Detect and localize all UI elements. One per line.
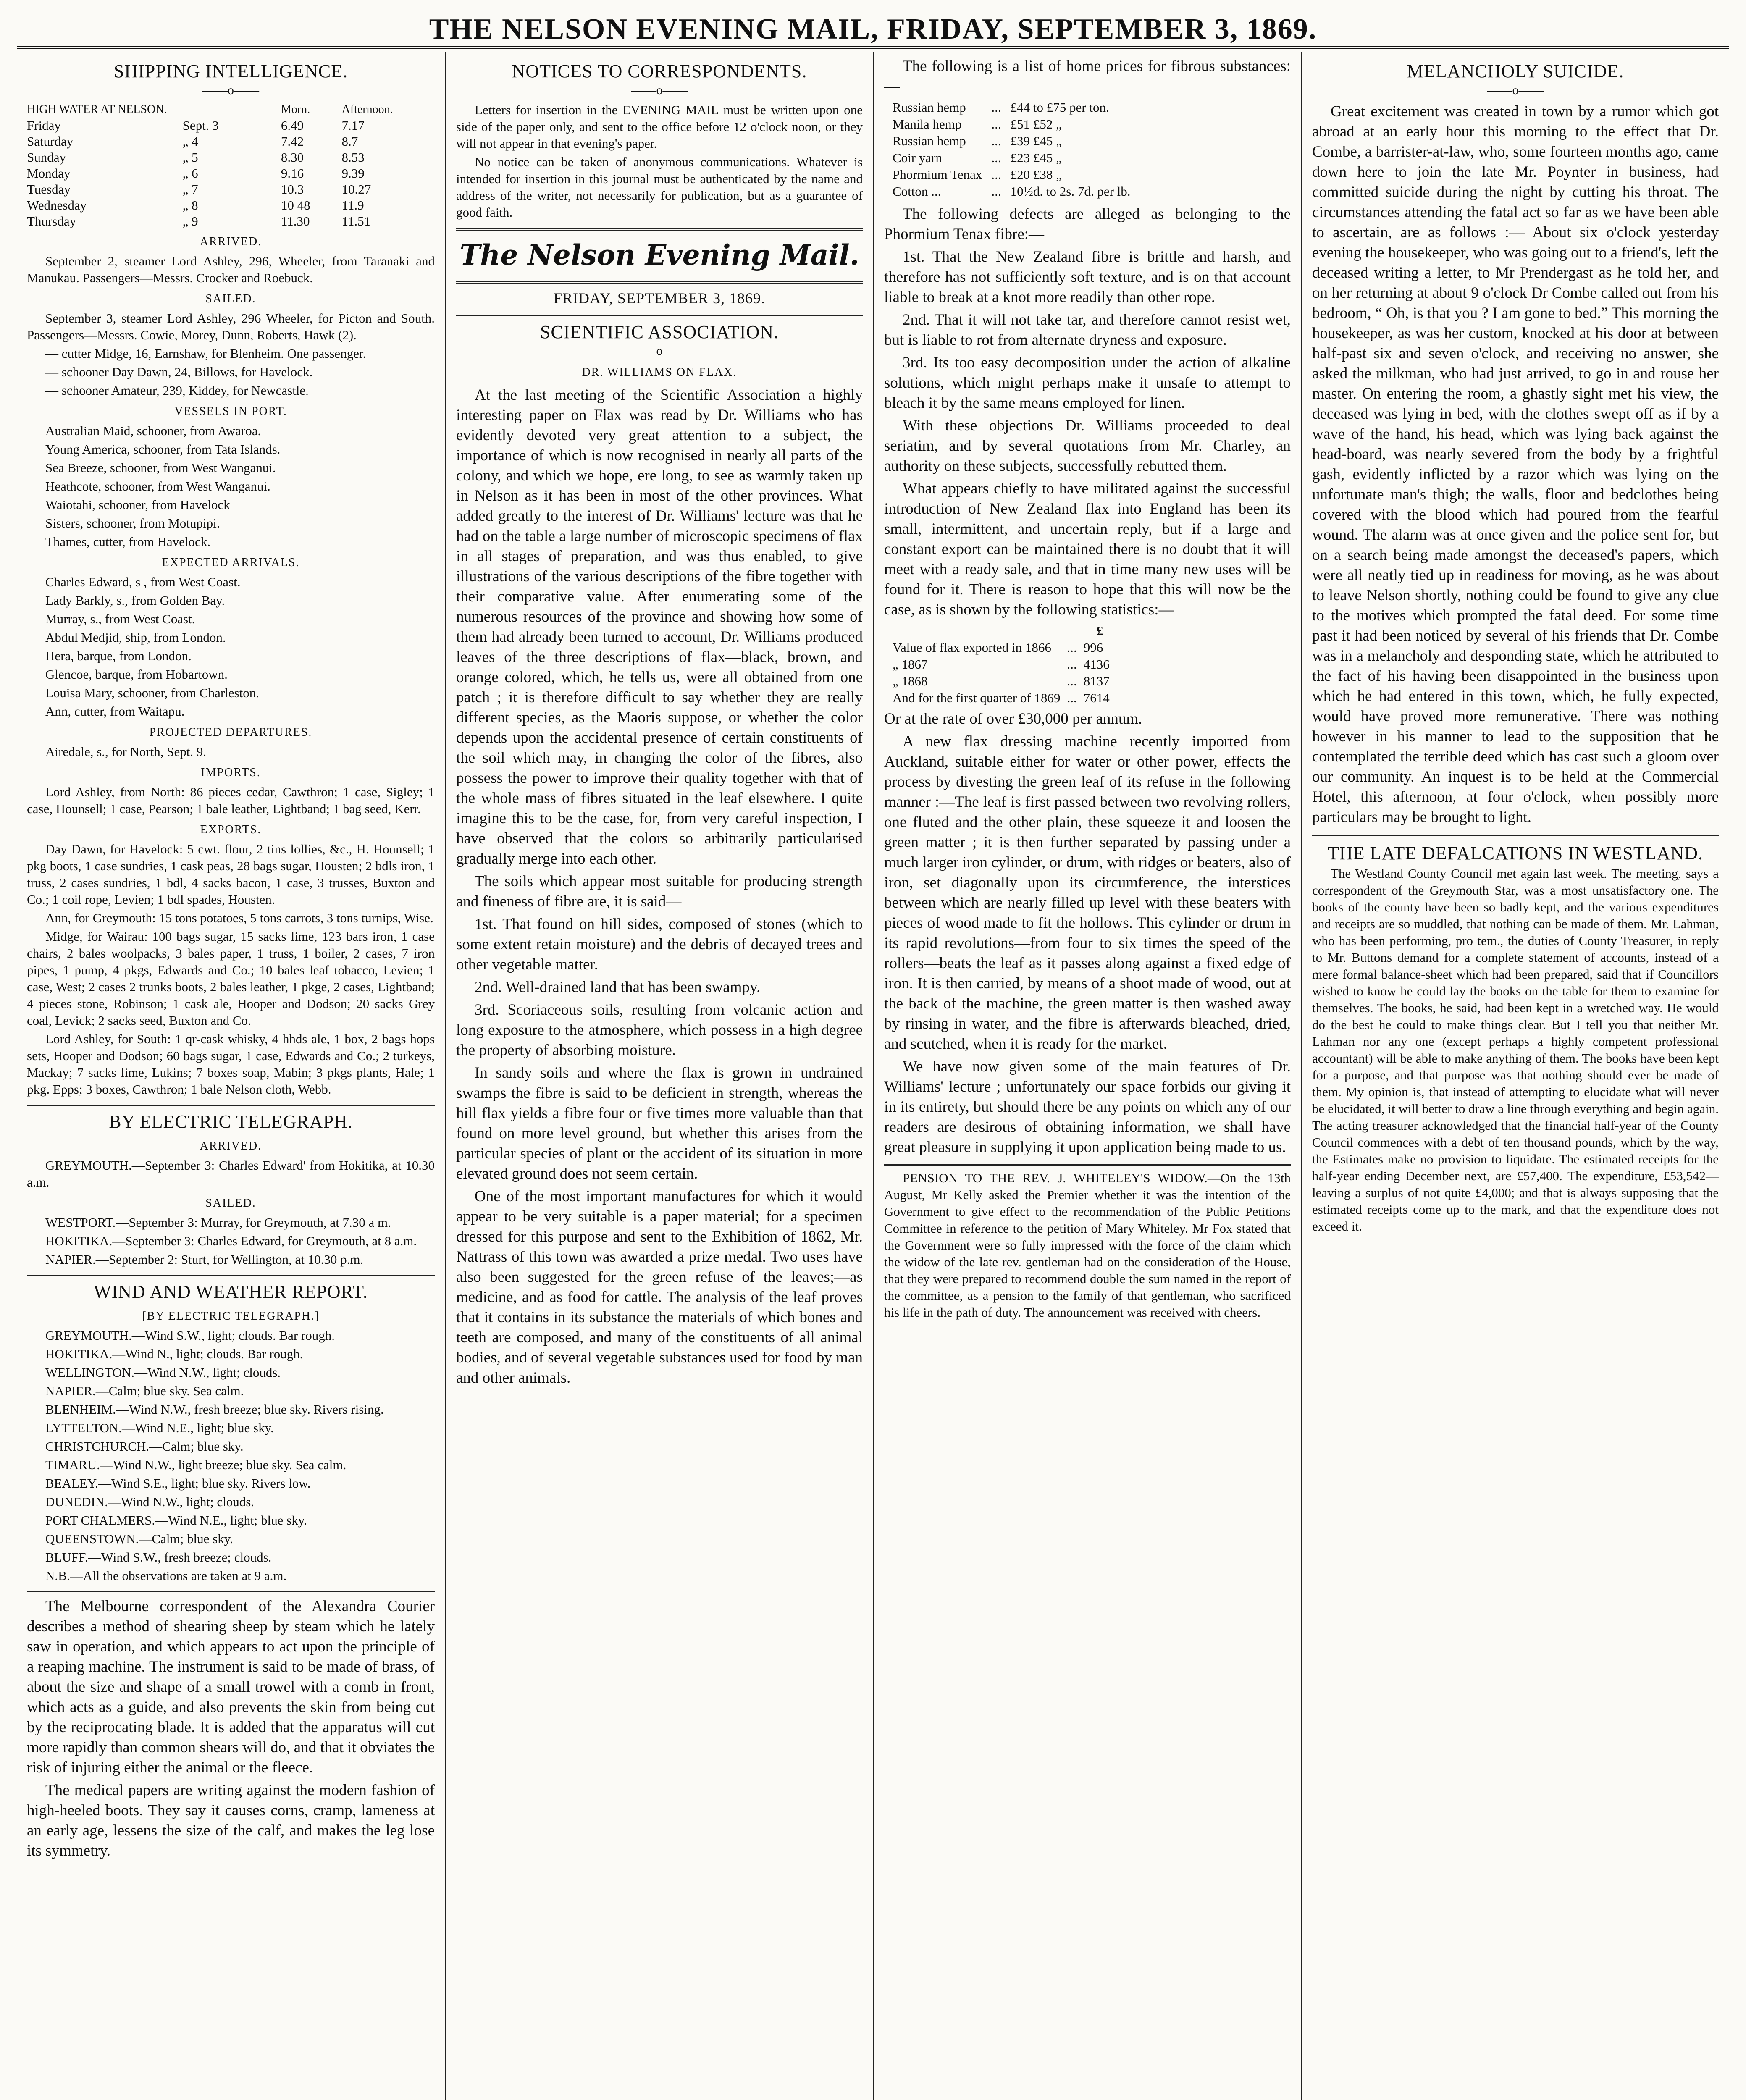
weather-item: PORT CHALMERS.—Wind N.E., light; blue sky. bbox=[45, 1513, 307, 1528]
tide-row-cell: Sept. 3 bbox=[182, 118, 219, 133]
scientific-paragraph: 3rd. Scoriaceous soils, resulting from volcanic action and long exposure to the atmosphere, which possess in a high degree the property of absorbing moisture. bbox=[456, 1001, 863, 1059]
weather-item: QUEENSTOWN.—Calm; blue sky. bbox=[45, 1531, 233, 1546]
telegraph-sailed-item: WESTPORT.—September 3: Murray, for Greymouth, at 7.30 a m. bbox=[45, 1215, 391, 1230]
expected-heading: EXPECTED ARRIVALS. bbox=[162, 556, 300, 569]
price-row-cell: £39 £45 „ bbox=[1010, 134, 1062, 148]
weather-item: TIMARU.—Wind N.W., light breeze; blue sky. Sea calm. bbox=[45, 1457, 347, 1472]
expected-item: Charles Edward, s , from West Coast. bbox=[45, 575, 241, 589]
expected-item: Glencoe, barque, from Hobartown. bbox=[45, 667, 228, 682]
stats-unit: £ bbox=[1096, 623, 1103, 638]
flax-export-rows bbox=[893, 639, 1116, 706]
weather-note: N.B.—All the observations are taken at 9 a.m. bbox=[45, 1568, 287, 1583]
weather-item: LYTTELTON.—Wind N.E., light; blue sky. bbox=[45, 1420, 274, 1435]
issue-date: FRIDAY, SEPTEMBER 3, 1869. bbox=[553, 290, 766, 307]
tide-row-cell: „ 9 bbox=[182, 214, 198, 228]
flax-paragraph: With these objections Dr. Williams proceeded to deal seriatim, and by several quotations from Mr. Charley, an authority on these subjects, successfully rebutted them. bbox=[884, 417, 1291, 475]
exports-heading: EXPORTS. bbox=[200, 823, 262, 836]
export-item: Ann, for Greymouth: 15 tons potatoes, 5 tons carrots, 3 tons turnips, Wise. bbox=[45, 911, 433, 925]
scientific-body bbox=[456, 385, 863, 1388]
flax-paragraph: A new flax dressing machine recently imported from Auckland, suitable either for water or other power, effects the process by divesting the green leaf of its refuse in the following manner :—The leaf is first passed between two revolving rollers, one fluted and the other plain, these squeeze it and loosen the green matter ; it is then further separated by passing under a much larger iron cylinder, or drum, with ridges or beaters, also of iron, set diagonally upon its circumference, the interstices between which are nearly filled up level with these beaters with pieces of wood made to fit the hollows. This cylinder or drum in its rapid revolutions—from four to six times the speed of the rollers—beats the leaf as it passes along against a fixed edge of iron. It is then carried, by means of a shoot made of wood, out at the back of the machine, the green matter is then washed away by rinsing in water, and the fibre is afterwards bleached, dried, and scutched, when it is ready for the market. bbox=[884, 733, 1291, 1053]
export-item: Day Dawn, for Havelock: 5 cwt. flour, 2 tins lollies, &c., H. Hounsell; 1 pkg boots, 1 case sundries, 1 cask peas, 28 bags sugar, Housten; 2 bdls iron, 1 truss, 2 cases sundries, 1 bdl, 4 sacks bacon, 1 case, 3 trusses, Buxton and Co.; 1 coil rope, Levien; 1 bdl spades, Housten. bbox=[27, 842, 435, 907]
arrived-heading: ARRIVED. bbox=[200, 235, 262, 248]
port-item: Thames, cutter, from Havelock. bbox=[45, 534, 210, 549]
tide-row-cell: 11.51 bbox=[341, 214, 371, 228]
telegraph-sailed-list bbox=[27, 1214, 435, 1268]
tide-row-cell: Monday bbox=[27, 166, 71, 181]
nameplate: The Nelson Evening Mail. bbox=[459, 239, 859, 271]
divider bbox=[1312, 835, 1719, 837]
weather-heading: WIND AND WEATHER REPORT. bbox=[94, 1281, 368, 1302]
notices-heading: NOTICES TO CORRESPONDENTS. bbox=[512, 61, 807, 81]
suicide-body bbox=[1312, 102, 1719, 827]
column-2 bbox=[445, 52, 873, 2100]
shearing-article bbox=[27, 1596, 435, 1861]
notices-body bbox=[456, 102, 863, 221]
pension-text: PENSION TO THE REV. J. WHITELEY'S WIDOW.—On the 13th August, Mr Kelly asked the Premier whether it was the intention of the Government to give effect to the recommendation of the Public Petitions Committee in reference to the petition of Mary Whiteley. Mr Fox stated that the Government were so fully impressed with the force of the claim which the widow of the late rev. gentleman had on the consideration of the House, that they were prepared to recommend double the sum named in the report of the committee, as a pension to the family of that gentleman, who sacrificed his life in the path of duty. The announcement was received with cheers. bbox=[884, 1171, 1291, 1320]
tide-table bbox=[27, 102, 435, 229]
telegraph-body bbox=[27, 1138, 435, 1268]
flax-machine bbox=[884, 732, 1291, 1158]
price-row bbox=[893, 150, 1140, 166]
port-heading: VESSELS IN PORT. bbox=[174, 405, 287, 418]
telegraph-sailed-item: NAPIER.—September 2: Sturt, for Wellington, at 10.30 p.m. bbox=[45, 1252, 364, 1267]
tide-row-cell: „ 5 bbox=[182, 150, 198, 165]
divider bbox=[456, 281, 863, 284]
weather-item: CHRISTCHURCH.—Calm; blue sky. bbox=[45, 1439, 244, 1454]
tide-row-cell: Saturday bbox=[27, 134, 74, 149]
export-item: Lord Ashley, for South: 1 qr-cask whisky, 4 hhds ale, 1 box, 2 bags hops sets, Hooper and Dodson; 60 bags sugar, 1 case, Edwards and Co.; 2 turkeys, Mackay; 7 sacks lime, Lukins; 7 boxes soap, Mabin; 3 pkgs plants, Hale; 1 pkg. Epps; 3 boxes, Cawthron; 1 bale Nelson cloth, Webb. bbox=[27, 1032, 435, 1097]
expected-item: Lady Barkly, s., from Golden Bay. bbox=[45, 593, 225, 608]
telegraph-sailed-heading: SAILED. bbox=[205, 1197, 256, 1210]
flax-export-row-cell: Value of flax exported in 1866 bbox=[893, 640, 1051, 655]
suicide-heading: MELANCHOLY SUICIDE. bbox=[1407, 61, 1624, 81]
tide-row-cell: Sunday bbox=[27, 150, 66, 165]
prices-rows bbox=[893, 99, 1140, 200]
price-row-cell: Cotton ... bbox=[893, 184, 941, 199]
divider bbox=[884, 1164, 1291, 1166]
flax-export-row-cell: „ 1868 bbox=[893, 674, 928, 688]
price-row-cell: Russian hemp bbox=[893, 134, 966, 148]
tide-rows bbox=[27, 118, 435, 229]
flax-export-row-cell: ... bbox=[1067, 674, 1077, 688]
price-row-cell: £20 £38 „ bbox=[1010, 167, 1062, 182]
scientific-paragraph: In sandy soils and where the flax is grown in undrained swamps the fibre is said to be deficient in strength, whereas the hill flax yields a fibre four or five times more valuable than that found on more level ground, but whether this arises from the particular species of plant or the accident of its situation in more elevated ground does not seem certain. bbox=[456, 1064, 863, 1182]
tide-row-cell: 10.3 bbox=[281, 182, 304, 197]
tide-row-cell: 7.17 bbox=[341, 118, 365, 133]
tide-row-cell: 9.39 bbox=[341, 166, 365, 181]
prices-table bbox=[893, 99, 1140, 200]
masthead bbox=[17, 10, 1729, 49]
flax-export-row-cell: ... bbox=[1067, 657, 1077, 672]
notice-paragraph: Letters for insertion in the EVENING MAIL must be written upon one side of the paper only, and sent to the office before 12 o'clock noon, or they will not appear in that evening's paper. bbox=[456, 102, 863, 151]
masthead-title: THE NELSON EVENING MAIL, FRIDAY, SEPTEMBER 3, 1869. bbox=[429, 13, 1317, 45]
defalcations-heading: THE LATE DEFALCATIONS IN WESTLAND. bbox=[1328, 843, 1703, 864]
sailed-heading: SAILED. bbox=[205, 292, 256, 305]
tide-row-cell: 8.53 bbox=[341, 150, 365, 165]
tide-row bbox=[27, 181, 435, 197]
stats-rate: Or at the rate of over £30,000 per annum. bbox=[884, 710, 1142, 727]
ornament: ——o—— bbox=[1487, 83, 1544, 97]
tide-row bbox=[27, 134, 435, 150]
flax-paragraph: What appears chiefly to have militated against the successful introduction of New Zealand flax into England has been its small, intermittent, and uncertain reply, but if a large and constant export can be maintained there is no doubt that it will meet with a ready sale, and that in time many new uses will be found for it. There is reason to hope that this will now be the case, as is shown by the following statistics:— bbox=[884, 480, 1291, 618]
prices-intro: The following is a list of home prices for fibrous substances:— bbox=[884, 58, 1291, 95]
tide-row-cell: „ 8 bbox=[182, 198, 198, 213]
tide-row-cell: 11.30 bbox=[281, 214, 310, 228]
port-item: Sisters, schooner, from Motupipi. bbox=[45, 516, 220, 530]
flax-export-row bbox=[893, 656, 1116, 673]
arrived-text: September 2, steamer Lord Ashley, 296, Wheeler, from Taranaki and Manukau. Passengers—Messrs. Crocker and Roebuck. bbox=[27, 254, 435, 285]
imports-heading: IMPORTS. bbox=[201, 766, 261, 779]
price-row-cell: Manila hemp bbox=[893, 117, 962, 131]
flax-paragraph: The following defects are alleged as belonging to the Phormium Tenax fibre:— bbox=[884, 205, 1291, 243]
price-row-cell: 10½d. to 2s. 7d. per lb. bbox=[1010, 184, 1131, 199]
weather-subheading: [BY ELECTRIC TELEGRAPH.] bbox=[142, 1310, 320, 1323]
tide-row-cell: „ 6 bbox=[182, 166, 198, 181]
tide-row-cell: 8.30 bbox=[281, 150, 304, 165]
tide-row bbox=[27, 118, 435, 134]
flax-export-row-cell: ... bbox=[1067, 640, 1077, 655]
pension-article bbox=[884, 1170, 1291, 1321]
tide-row-cell: 6.49 bbox=[281, 118, 304, 133]
projected-heading: PROJECTED DEPARTURES. bbox=[149, 726, 312, 739]
price-row-cell: ... bbox=[991, 117, 1001, 131]
price-row-cell: £44 to £75 per ton. bbox=[1010, 100, 1109, 115]
scientific-heading: SCIENTIFIC ASSOCIATION. bbox=[540, 322, 779, 342]
flax-export-row-cell: And for the first quarter of 1869 bbox=[893, 690, 1061, 705]
divider bbox=[456, 228, 863, 231]
flax-export-row-cell: 7614 bbox=[1083, 690, 1110, 705]
weather-item: WELLINGTON.—Wind N.W., light; clouds. bbox=[45, 1365, 281, 1380]
imports-text: Lord Ashley, from North: 86 pieces cedar, Cawthron; 1 case, Sigley; 1 case, Hounsell; 1 case, Pearson; 1 bale leather, Lightband; 1 bag seed, Kerr. bbox=[27, 785, 435, 816]
flax-export-row bbox=[893, 673, 1116, 690]
weather-item: GREYMOUTH.—Wind S.W., light; clouds. Bar rough. bbox=[45, 1328, 335, 1343]
port-list bbox=[27, 423, 435, 550]
tide-row-cell: 7.42 bbox=[281, 134, 304, 149]
column-4 bbox=[1301, 52, 1729, 2100]
ornament: ——o—— bbox=[631, 344, 688, 358]
expected-list bbox=[27, 574, 435, 720]
column-3 bbox=[873, 52, 1301, 2100]
weather-item: BLUFF.—Wind S.W., fresh breeze; clouds. bbox=[45, 1550, 272, 1564]
ornament: ——o—— bbox=[202, 83, 259, 97]
tide-row-cell: Thursday bbox=[27, 214, 76, 228]
price-row-cell: ... bbox=[991, 100, 1001, 115]
sailed-item: September 3, steamer Lord Ashley, 296 Wheeler, for Picton and South. Passengers—Messrs. Cowie, Morey, Dunn, Roberts, Hawk (2). bbox=[27, 311, 435, 342]
tide-row bbox=[27, 213, 435, 229]
scientific-paragraph: The soils which appear most suitable for producing strength and fineness of fibre are, it is said— bbox=[456, 873, 863, 910]
price-row bbox=[893, 133, 1140, 150]
flax-paragraph: 2nd. That it will not take tar, and therefore cannot resist wet, but is liable to rot from alternate dryness and exposure. bbox=[884, 311, 1291, 349]
weather-list bbox=[27, 1327, 435, 1566]
columns bbox=[17, 52, 1729, 2100]
flax-export-row-cell: ... bbox=[1067, 690, 1077, 705]
tide-row-cell: Friday bbox=[27, 118, 61, 133]
projected-text: Airedale, s., for North, Sept. 9. bbox=[45, 744, 207, 759]
tide-row-cell: 8.7 bbox=[341, 134, 358, 149]
price-row bbox=[893, 166, 1140, 183]
tide-row-cell: „ 4 bbox=[182, 134, 198, 149]
telegraph-sailed-item: HOKITIKA.—September 3: Charles Edward, for Greymouth, at 8 a.m. bbox=[45, 1234, 417, 1248]
flax-paragraph: 3rd. Its too easy decomposition under the action of alkaline solutions, which might perhaps make it unsafe to attempt to bleach it by the same means employed for linen. bbox=[884, 354, 1291, 412]
tide-row-cell: „ 7 bbox=[182, 182, 198, 197]
flax-export-table bbox=[893, 622, 1116, 706]
defalcations-paragraph: The Westland County Council met again last week. The meeting, says a correspondent of the Greymouth Star, was a most unsatisfactory one. The books of the county have been so badly kept, and the various expenditures and receipts are so muddled, that nothing can be made of them. Mr. Lahman, who has been performing, pro tem., the duties of County Treasurer, in reply to Mr. Buttons demand for a complete statement of accounts, instead of a mere formal balance-sheet which had been prepared, said that if Councillors wished to know he could lay the books on the table for them to examine for themselves. The books, he said, had been kept in a wretched way. He would do the best he could to make things clear. But I tell you that neither Mr. Lahman nor any one (except perhaps a highly competent professional accountant) will be able to make anything of them. The books have been kept for a purpose, and that purpose was that nothing should ever be made of them. My opinion is, that instead of attempting to elucidate what will never be elucidated, it will better to draw a line through everything and begin again. The acting treasurer acknowledged that the financial half-year of the County Council commences with a debt of ten thousand pounds, which by the way, the Estimates make no provision to liquidate. The estimated receipts for the half-year ending December next, are £57,400. The expenditure, £53,542— leaving a surplus of not quite £4,000; and that is always supposing that the estimated receipts come up to the mark, and that the expenditure does not exceed it. bbox=[1312, 866, 1719, 1234]
telegraph-arrived-text: GREYMOUTH.—September 3: Charles Edward' from Hokitika, at 10.30 a.m. bbox=[27, 1158, 435, 1189]
shearing-paragraph: The medical papers are writing against the modern fashion of high-heeled boots. They say it causes corns, cramp, lameness at an early age, lessens the size of the calf, and makes the leg lose its symmetry. bbox=[27, 1782, 435, 1859]
divider bbox=[27, 1591, 435, 1592]
scientific-paragraph: 2nd. Well-drained land that has been swampy. bbox=[475, 979, 761, 996]
telegraph-arrived-heading: ARRIVED. bbox=[200, 1139, 262, 1152]
sailed-item: — cutter Midge, 16, Earnshaw, for Blenheim. One passenger. bbox=[45, 346, 366, 361]
sailed-list bbox=[27, 310, 435, 399]
expected-item: Murray, s., from West Coast. bbox=[45, 612, 195, 626]
flax-paragraph: We have now given some of the main features of Dr. Williams' lecture ; unfortunately our space forbids our giving it in its entirety, but should there be any points on which any of our readers are desirous of obtaining information, we shall have great pleasure in supplying it upon application being made to us. bbox=[884, 1058, 1291, 1156]
port-item: Heathcote, schooner, from West Wanganui. bbox=[45, 479, 270, 494]
port-item: Sea Breeze, schooner, from West Wanganui. bbox=[45, 460, 276, 475]
scientific-paragraph: 1st. That found on hill sides, composed of stones (which to some extent retain moisture) and the debris of decayed trees and other vegetable matter. bbox=[456, 916, 863, 973]
flax-export-row bbox=[893, 639, 1116, 656]
price-row bbox=[893, 183, 1140, 200]
price-row-cell: Russian hemp bbox=[893, 100, 966, 115]
shipping-body bbox=[27, 234, 435, 1098]
flax-export-row-cell: 996 bbox=[1083, 640, 1103, 655]
shearing-paragraph: The Melbourne correspondent of the Alexandra Courier describes a method of shearing sheep by steam which he lately saw in operation, and which appears to act upon the principle of a reaping machine. The instrument is said to be made of brass, of about the size and shape of a small trowel with a comb in front, which acts as a guide, and also prevents the skin from being cut by the reciprocating blade. It is added that the apparatus will cut more rapidly than common shears will do, and that it obviates the risk of injuring either the animal or the fleece. bbox=[27, 1598, 435, 1776]
divider bbox=[456, 315, 863, 316]
expected-item: Hera, barque, from London. bbox=[45, 648, 192, 663]
expected-item: Ann, cutter, from Waitapu. bbox=[45, 704, 185, 719]
tide-header: Morn. bbox=[281, 103, 310, 116]
tide-row-cell: Tuesday bbox=[27, 182, 71, 197]
price-row-cell: ... bbox=[991, 134, 1001, 148]
weather-item: BEALEY.—Wind S.E., light; blue sky. Rivers low. bbox=[45, 1476, 311, 1491]
flax-export-row-cell: „ 1867 bbox=[893, 657, 928, 672]
weather-item: NAPIER.—Calm; blue sky. Sea calm. bbox=[45, 1383, 244, 1398]
price-row-cell: ... bbox=[991, 184, 1001, 199]
sailed-item: — schooner Amateur, 239, Kiddey, for Newcastle. bbox=[45, 383, 309, 398]
price-row bbox=[893, 116, 1140, 133]
defalcations-body bbox=[1312, 865, 1719, 1235]
tide-row bbox=[27, 165, 435, 181]
flax-defects bbox=[884, 204, 1291, 620]
price-row-cell: ... bbox=[991, 167, 1001, 182]
port-item: Australian Maid, schooner, from Awaroa. bbox=[45, 423, 261, 438]
tide-row-cell: 9.16 bbox=[281, 166, 304, 181]
tide-row-cell: 10.27 bbox=[341, 182, 371, 197]
column-1 bbox=[17, 52, 445, 2100]
price-row-cell: £51 £52 „ bbox=[1010, 117, 1062, 131]
price-row bbox=[893, 99, 1140, 116]
flax-export-row-cell: 4136 bbox=[1083, 657, 1110, 672]
scientific-paragraph: At the last meeting of the Scientific Association a highly interesting paper on Flax was read by Dr. Williams who has evidently devoted very great attention to a subject, the importance of which is now recognised in nearly all parts of the colony, and which we hope, ere long, to see as warmly taken up in Nelson as it has been in most of the other provinces. What added greatly to the interest of Dr. Williams' lecture was that he had on the table a large number of microscopic specimens of flax in all stages of preparation, and was thus enabled, to give illustrations of the various descriptions of the fibre together with their comparative value. After enumerating some of the numerous resources of the province and showing how some of them had already been turned to account, Dr. Williams produced leaves of the three descriptions of flax—black, brown, and orange colored, which, he tells us, were all obtained from one patch ; it is therefore difficult to say whether they are really different species, as the Maoris suppose, or whether the color depends upon the accidental presence of certain constituents of the soil which may, in changing the color of the fibres, also possess the power to improve their quality together with that of the whole mass of fibres situated in the leaf elsewhere. I quite imagine this to be the case, for, from very careful inspection, I have observed that the colors so arbitrarily particularised gradually merge into each other. bbox=[456, 386, 863, 867]
price-row-cell: £23 £45 „ bbox=[1010, 150, 1062, 165]
suicide-paragraph: Great excitement was created in town by a rumor which got abroad at an early hour this morning to the effect that Dr. Combe, a barrister-at-law, who, some fourteen months ago, came down here to join the late Mr. Poynter in business, had committed suicide during the night by cutting his throat. The circumstances attending the fatal act so far as we have been able to ascertain, are as follows :— About six o'clock yesterday evening the housekeeper, who was going out to a friend's, left the deceased writing a letter, to Mr Prendergast as he told her, and on her returning at about 9 o'clock Dr Combe called out from his bedroom, “ Oh, is that you ? I am gone to bed.” This morning the housekeeper, as was her custom, knocked at his door at between half-past six and seven o'clock, and receiving no answer, she asked the milkman, who had just arrived, to go in and rouse her master. On entering the room, a ghastly sight met his view, the deceased was lying in bed, with the clothes swept off as if by a wave of the hand, his head, which was lying back against the head-board, was nearly severed from the body by a frightful gash, evidently inflicted by a razor which was lying on the unfortunate man's thigh; the walls, floor and bedclothes being covered with the blood which had poured from the fearful wound. The alarm was at once given and the police sent for, but on a search being made amongst the deceased's papers, which were all neatly tied up in readiness for moving, as he was about to leave Nelson shortly, nothing could be found to give any clue to the motives which prompted the fatal deed. For some time past it had been noticed by several of his friends that Dr. Combe was in a melancholy and desponding state, which he attributed to the fact of his having been disappointed in the business upon which he had entered in this town, which, he fully expected, would have proved more remunerative. There was nothing however in his manner to lead to the supposition that he contemplated the terrible deed which has cast such a gloom over our community. An inquest is to be held at the Commercial Hotel, this afternoon, at four o'clock, when possibly more particulars may be brought to light. bbox=[1312, 103, 1719, 826]
tide-header: Afternoon. bbox=[341, 103, 393, 116]
port-item: Waiotahi, schooner, from Havelock bbox=[45, 497, 230, 512]
divider bbox=[27, 1105, 435, 1106]
scientific-subheading: DR. WILLIAMS ON FLAX. bbox=[582, 366, 737, 379]
flax-export-row bbox=[893, 690, 1116, 706]
weather-body bbox=[27, 1308, 435, 1584]
price-row-cell: ... bbox=[991, 150, 1001, 165]
tide-row-cell: 11.9 bbox=[341, 198, 364, 213]
export-item: Midge, for Wairau: 100 bags sugar, 15 sacks lime, 123 bars iron, 1 case chairs, 2 bales woolpacks, 3 bales paper, 1 truss, 1 boiler, 2 cases, 7 iron pipes, 1 pump, 4 pkgs, Edwards and Co.; 10 bales leaf tobacco, Levien; 1 case, West; 2 cases 2 trunks boots, 2 bales leather, 1 pkge, 2 cases, Lightband; 4 pieces stone, Robinson; 1 cask ale, Hooper and Dodson; 20 sacks Grey coal, Levick; 2 sacks seed, Buxton and Co. bbox=[27, 929, 435, 1028]
notice-paragraph: No notice can be taken of anonymous communications. Whatever is intended for insertion in this journal must be authenticated by the name and address of the writer, not necessarily for publication, but as a guarantee of good faith. bbox=[456, 155, 863, 220]
tide-header: HIGH WATER AT NELSON. bbox=[27, 103, 167, 116]
tide-row bbox=[27, 197, 435, 213]
shipping-heading: SHIPPING INTELLIGENCE. bbox=[113, 61, 348, 81]
tide-row bbox=[27, 150, 435, 165]
tide-row-cell: 10 48 bbox=[281, 198, 310, 213]
weather-item: BLENHEIM.—Wind N.W., fresh breeze; blue sky. Rivers rising. bbox=[45, 1402, 384, 1417]
scientific-paragraph: One of the most important manufactures for which it would appear to be very suitable is a paper material; for a specimen dressed for this purpose and sent to the Exhibition of 1862, Mr. Nattrass of this town was awarded a prize medal. Two uses have also been suggested for the green refuse of the leaves;—as medicine, and as food for cattle. The analysis of the leaf proves that it contains in its substance the materials of which bones and teeth are composed, and many of the constituents of all animal bodies, and of several vegetable substances used for food by man and other animals. bbox=[456, 1188, 863, 1386]
expected-item: Louisa Mary, schooner, from Charleston. bbox=[45, 685, 259, 700]
ornament: ——o—— bbox=[631, 83, 688, 97]
sailed-item: — schooner Day Dawn, 24, Billows, for Havelock. bbox=[45, 365, 313, 379]
exports-list bbox=[27, 841, 435, 1098]
expected-item: Abdul Medjid, ship, from London. bbox=[45, 630, 226, 645]
flax-paragraph: 1st. That the New Zealand fibre is brittle and harsh, and therefore has not sufficiently soft texture, and is on that account liable to break at a knot more readily than other rope. bbox=[884, 248, 1291, 306]
price-row-cell: Phormium Tenax bbox=[893, 167, 982, 182]
price-row-cell: Coir yarn bbox=[893, 150, 942, 165]
divider bbox=[27, 1275, 435, 1276]
port-item: Young America, schooner, from Tata Islands. bbox=[45, 442, 281, 457]
weather-item: DUNEDIN.—Wind N.W., light; clouds. bbox=[45, 1494, 255, 1509]
weather-item: HOKITIKA.—Wind N., light; clouds. Bar rough. bbox=[45, 1347, 303, 1361]
flax-export-row-cell: 8137 bbox=[1083, 674, 1110, 688]
telegraph-heading: BY ELECTRIC TELEGRAPH. bbox=[109, 1111, 353, 1132]
tide-row-cell: Wednesday bbox=[27, 198, 87, 213]
